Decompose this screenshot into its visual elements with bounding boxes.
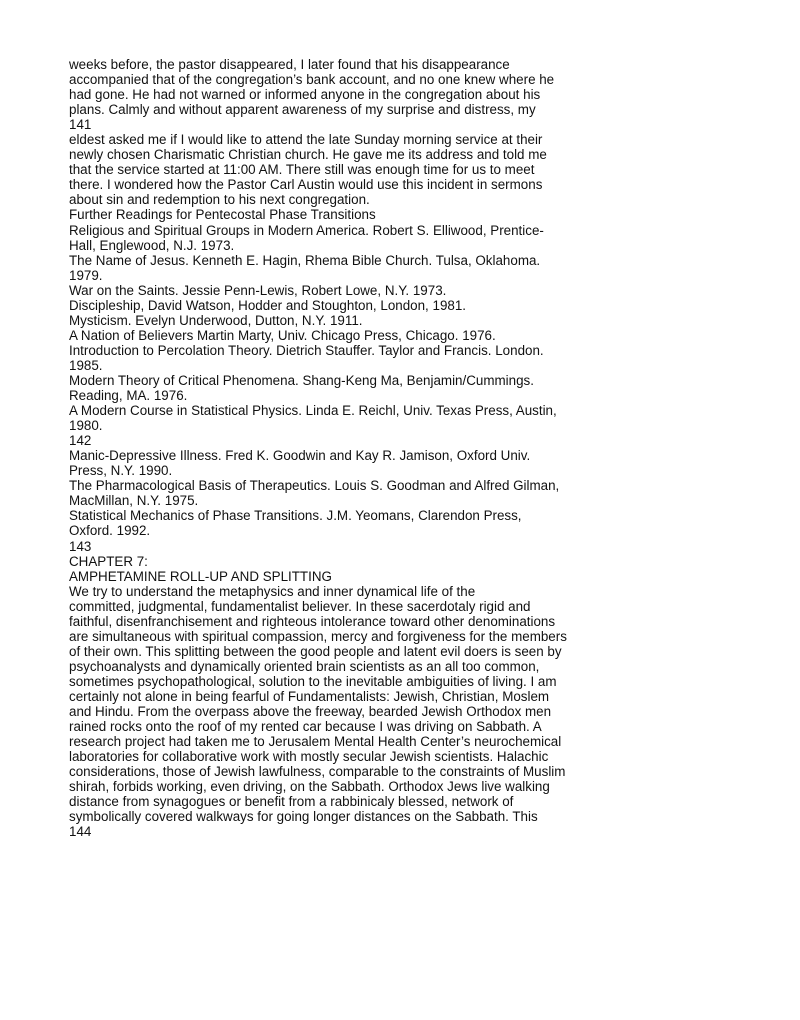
text-line: there. I wondered how the Pastor Carl Austin would use this incident in sermons bbox=[69, 177, 543, 193]
text-line: Oxford. 1992. bbox=[69, 523, 151, 539]
text-line: rained rocks onto the roof of my rented car because I was driving on Sabbath. A bbox=[69, 719, 542, 735]
text-line: 1985. bbox=[69, 357, 103, 373]
text-line: 144 bbox=[69, 824, 92, 840]
text-line: about sin and redemption to his next congregation. bbox=[69, 192, 370, 208]
text-line: Mysticism. Evelyn Underwood, Dutton, N.Y. 1911. bbox=[69, 312, 363, 328]
text-line: A Modern Course in Statistical Physics. Linda E. Reichl, Univ. Texas Press, Austin, bbox=[69, 403, 557, 419]
text-line: 141 bbox=[69, 117, 92, 133]
text-line: We try to understand the metaphysics and inner dynamical life of the bbox=[69, 583, 476, 599]
text-line: newly chosen Charismatic Christian church. He gave me its address and told me bbox=[69, 147, 547, 163]
text-line: symbolically covered walkways for going longer distances on the Sabbath. This bbox=[69, 809, 538, 825]
text-line: certainly not alone in being fearful of Fundamentalists: Jewish, Christian, Moslem bbox=[69, 688, 550, 704]
text-line: MacMillan, N.Y. 1975. bbox=[69, 493, 199, 509]
text-line: 1980. bbox=[69, 418, 103, 434]
text-line: A Nation of Believers Martin Marty, Univ. Chicago Press, Chicago. 1976. bbox=[69, 327, 496, 343]
text-line: Manic-Depressive Illness. Fred K. Goodwin and Kay R. Jamison, Oxford Univ. bbox=[69, 448, 531, 464]
text-line: faithful, disenfranchisement and righteous intolerance toward other denominations bbox=[69, 613, 556, 629]
text-line: laboratories for collaborative work with mostly secular Jewish scientists. Halachic bbox=[69, 749, 549, 765]
text-line: that the service started at 11:00 AM. There still was enough time for us to meet bbox=[69, 162, 535, 178]
text-line: are simultaneous with spiritual compassion, mercy and forgiveness for the members bbox=[69, 628, 567, 644]
text-line: Introduction to Percolation Theory. Dietrich Stauffer. Taylor and Francis. London. bbox=[69, 342, 544, 358]
text-line: Reading, MA. 1976. bbox=[69, 388, 188, 404]
text-line: The Pharmacological Basis of Therapeutics. Louis S. Goodman and Alfred Gilman, bbox=[69, 478, 560, 494]
text-line: AMPHETAMINE ROLL-UP AND SPLITTING bbox=[69, 568, 332, 584]
text-line: The Name of Jesus. Kenneth E. Hagin, Rhema Bible Church. Tulsa, Oklahoma. bbox=[69, 252, 541, 268]
text-line: Religious and Spiritual Groups in Modern America. Robert S. Elliwood, Prentice- bbox=[69, 222, 544, 238]
text-line: of their own. This splitting between the good people and latent evil doers is seen by bbox=[69, 643, 562, 659]
text-line: Hall, Englewood, N.J. 1973. bbox=[69, 237, 235, 253]
text-line: shirah, forbids working, even driving, on the Sabbath. Orthodox Jews live walking bbox=[69, 779, 550, 795]
text-line: 143 bbox=[69, 538, 92, 554]
text-line: considerations, those of Jewish lawfulness, comparable to the constraints of Muslim bbox=[69, 764, 566, 780]
text-line: Statistical Mechanics of Phase Transitions. J.M. Yeomans, Clarendon Press, bbox=[69, 508, 522, 524]
text-line: CHAPTER 7: bbox=[69, 553, 148, 569]
text-line: Further Readings for Pentecostal Phase Transitions bbox=[69, 207, 376, 223]
text-line: eldest asked me if I would like to attend the late Sunday morning service at their bbox=[69, 132, 543, 148]
document-page bbox=[69, 57, 759, 839]
text-line: had gone. He had not warned or informed anyone in the congregation about his bbox=[69, 87, 541, 103]
text-line: weeks before, the pastor disappeared, I later found that his disappearance bbox=[69, 57, 510, 72]
text-line: Press, N.Y. 1990. bbox=[69, 463, 173, 479]
text-line: plans. Calmly and without apparent awareness of my surprise and distress, my bbox=[69, 102, 536, 118]
text-line: War on the Saints. Jessie Penn-Lewis, Robert Lowe, N.Y. 1973. bbox=[69, 282, 447, 298]
text-line: 1979. bbox=[69, 267, 103, 283]
text-line: psychoanalysts and dynamically oriented brain scientists as an all too common, bbox=[69, 658, 540, 674]
text-line: accompanied that of the congregation’s bank account, and no one knew where he bbox=[69, 72, 555, 88]
text-line: research project had taken me to Jerusalem Mental Health Center’s neurochemical bbox=[69, 734, 562, 750]
text-line: sometimes psychopathological, solution to the inevitable ambiguities of living. I am bbox=[69, 673, 557, 689]
text-line: distance from synagogues or benefit from a rabbinicaly blessed, network of bbox=[69, 794, 514, 810]
text-line: Modern Theory of Critical Phenomena. Shang-Keng Ma, Benjamin/Cummings. bbox=[69, 372, 534, 388]
text-line: committed, judgmental, fundamentalist believer. In these sacerdotaly rigid and bbox=[69, 598, 531, 614]
text-line: Discipleship, David Watson, Hodder and Stoughton, London, 1981. bbox=[69, 297, 467, 313]
text-line: 142 bbox=[69, 433, 92, 449]
text-line: and Hindu. From the overpass above the freeway, bearded Jewish Orthodox men bbox=[69, 704, 552, 720]
